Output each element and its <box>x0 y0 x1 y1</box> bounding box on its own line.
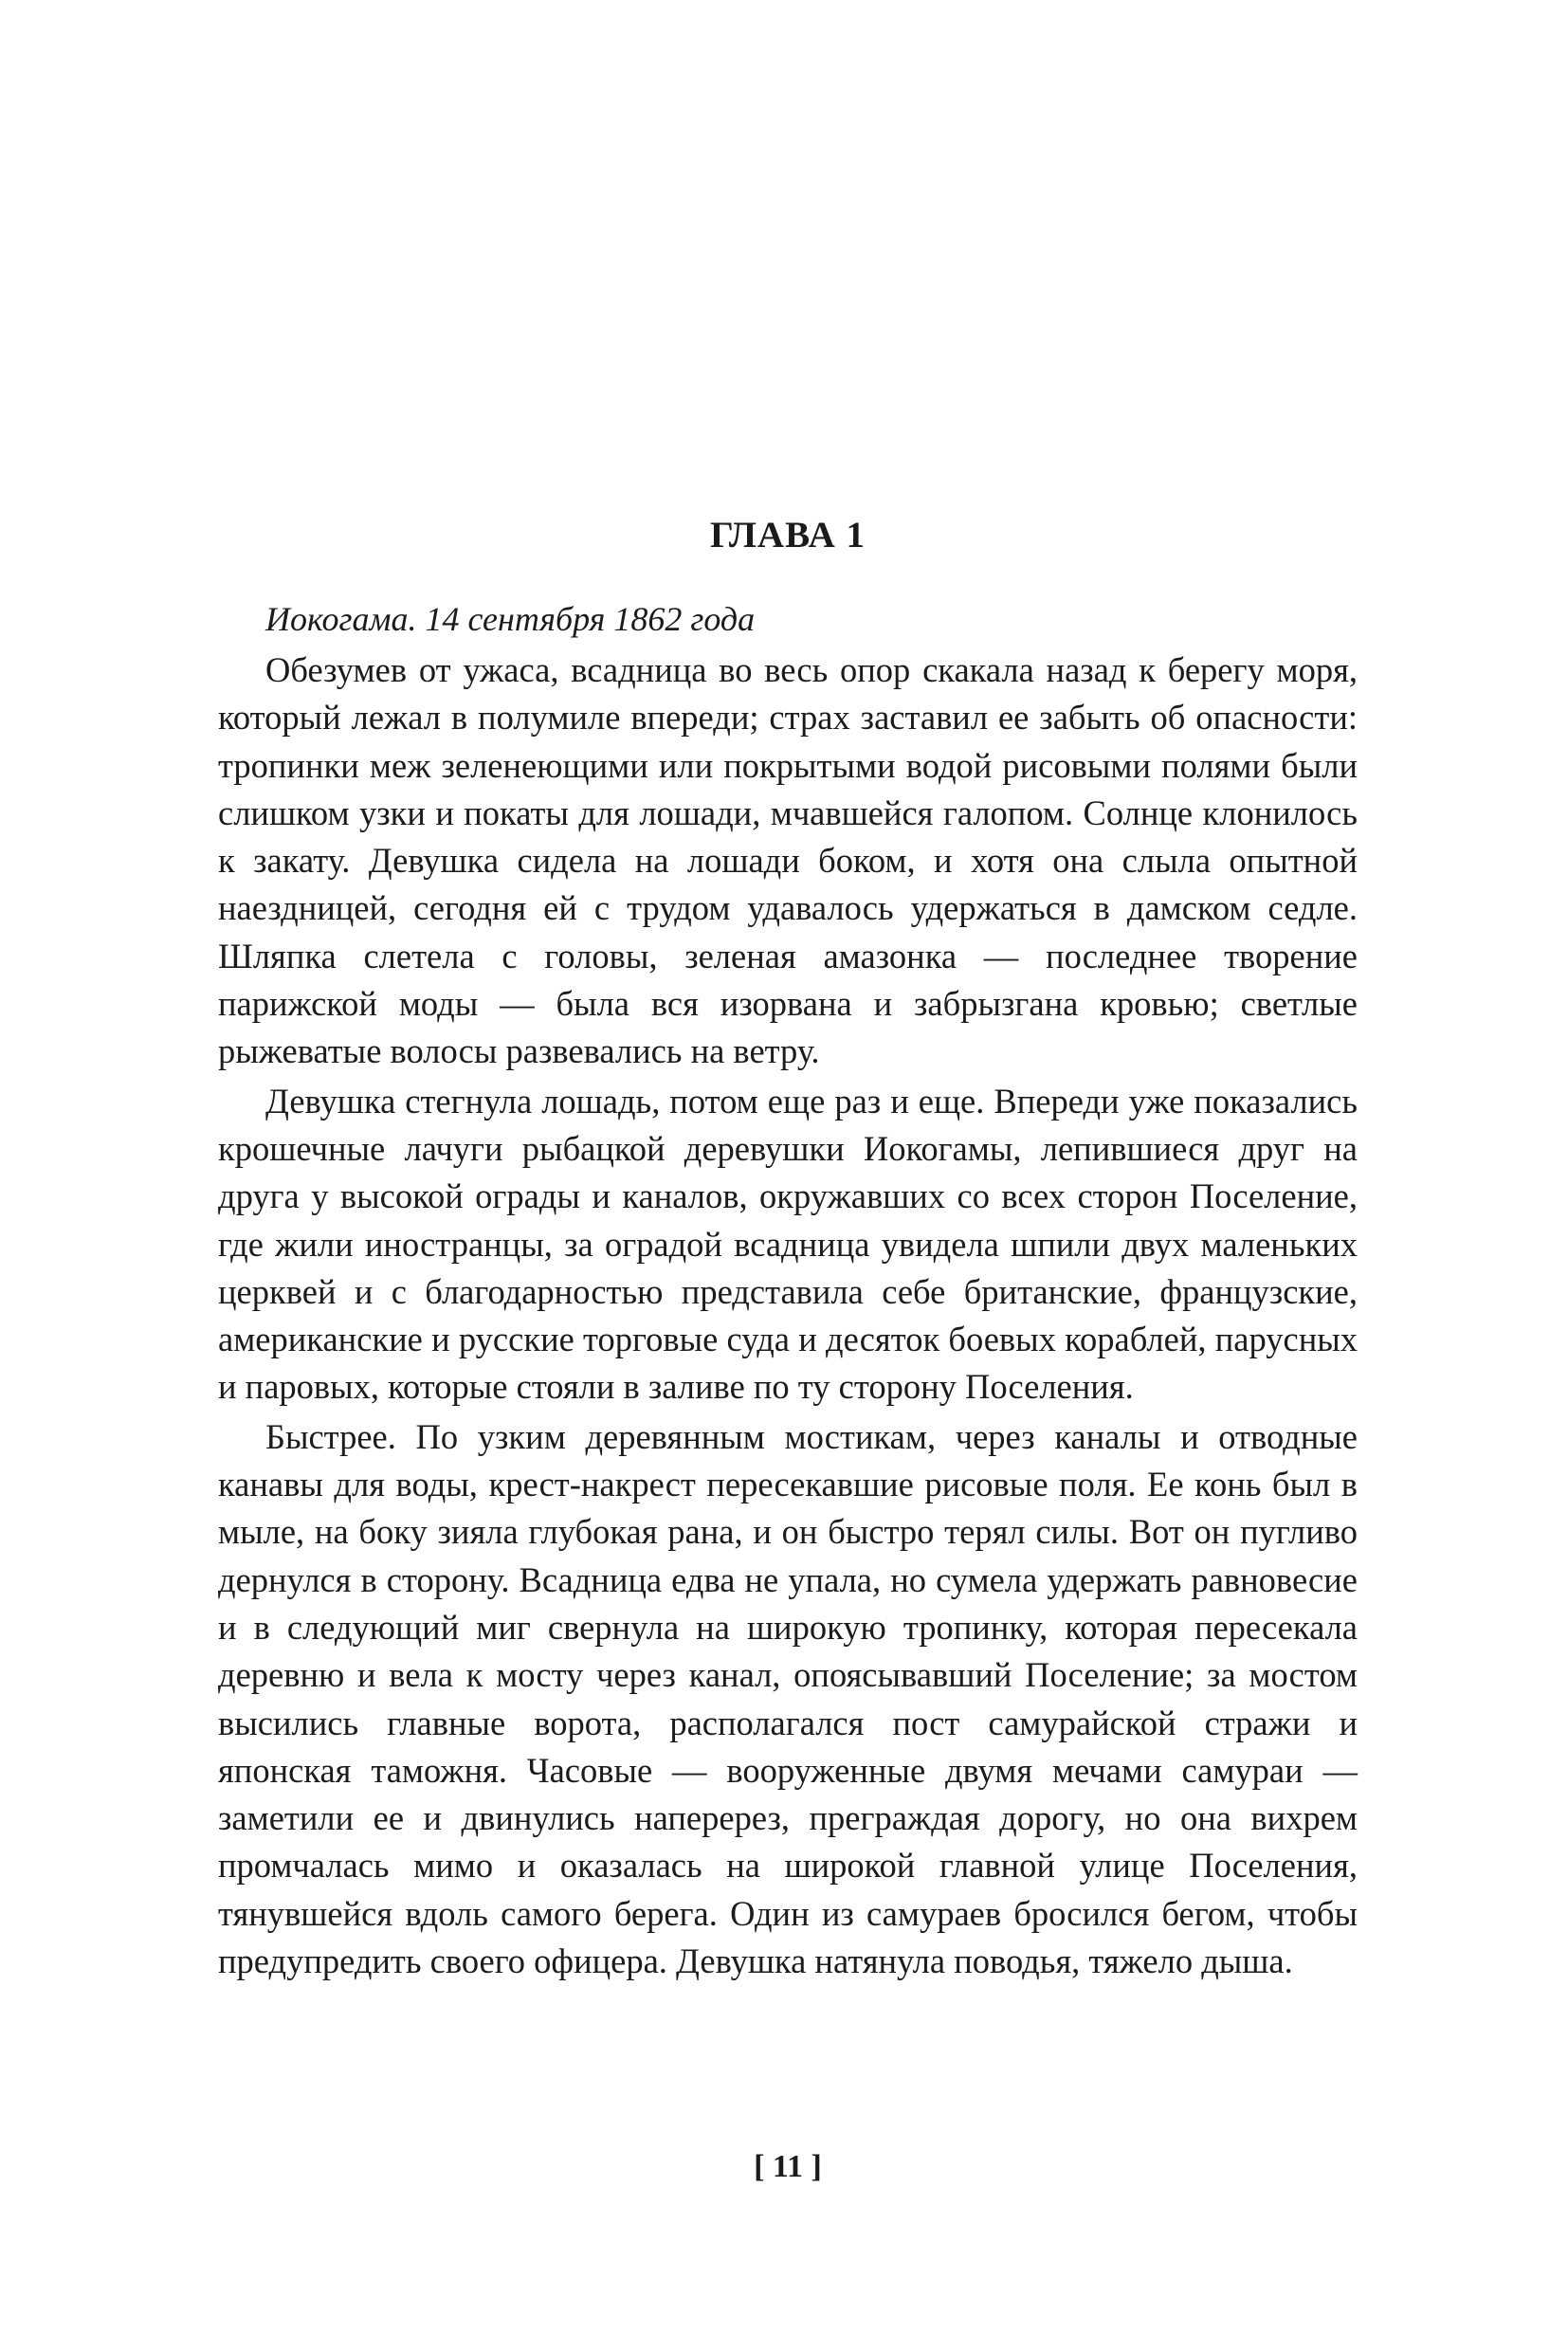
page-number: [ 11 ] <box>754 2149 822 2184</box>
chapter-text <box>218 595 1358 1987</box>
paragraph-1: Обезумев от ужаса, всадница во весь опор скакала назад к берегу моря, который лежал в полумиле впереди; страх заставил ее забыть об опасности: тропинки меж зеленеющими или покрытыми водой рисовыми полями были слишком узки и покаты для лошади, мчавшейся галопом. Солнце клонилось к закату. Девушка сидела на лошади боком, и хотя она слыла опытной наездницей, сегодня ей с трудом удавалось удержаться в дамском седле. Шляпка слетела с головы, зеленая амазонка — последнее творение парижской моды — была вся изорвана и забрызгана кровью; светлые рыжеватые волосы развевались на ветру. <box>218 650 1358 1071</box>
paragraph-3: Быстрее. По узким деревянным мостикам, через каналы и отводные канавы для воды, крест-накрест пересекавшие рисовые поля. Ее конь был в мыле, на боку зияла глубокая рана, и он быстро терял силы. Вот он пугливо дернулся в сторону. Всадница едва не упала, но сумела удержать равновесие и в следующий миг свернула на широкую тропинку, которая пересекала деревню и вела к мосту через канал, опоясывавший Поселение; за мостом высились главные ворота, располагался пост самурайской стражи и японская таможня. Часовые — вооруженные двумя мечами самураи — заметили ее и двинулись наперерез, преграждая дорогу, но она вихрем промчалась мимо и оказалась на широкой главной улице Поселения, тянувшейся вдоль самого берега. Один из самураев бросился бегом, чтобы предупредить своего офицера. Девушка натянула поводья, тяжело дыша. <box>218 1416 1358 1981</box>
chapter-epigraph: Иокогама. 14 сентября 1862 года <box>265 600 756 638</box>
chapter-title: ГЛАВА 1 <box>709 515 866 556</box>
paragraph-2: Девушка стегнула лошадь, потом еще раз и еще. Впереди уже показались крошечные лачуги рыбацкой деревушки Иокогамы, лепившиеся друг на друга у высокой ограды и каналов, окружавших со всех сторон Поселение, где жили иностранцы, за оградой всадница увидела шпили двух маленьких церквей и с благодарностью представила себе британские, французские, американские и русские торговые суда и десяток боевых кораблей, парусных и паровых, которые стояли в заливе по ту сторону Поселения. <box>218 1081 1358 1407</box>
